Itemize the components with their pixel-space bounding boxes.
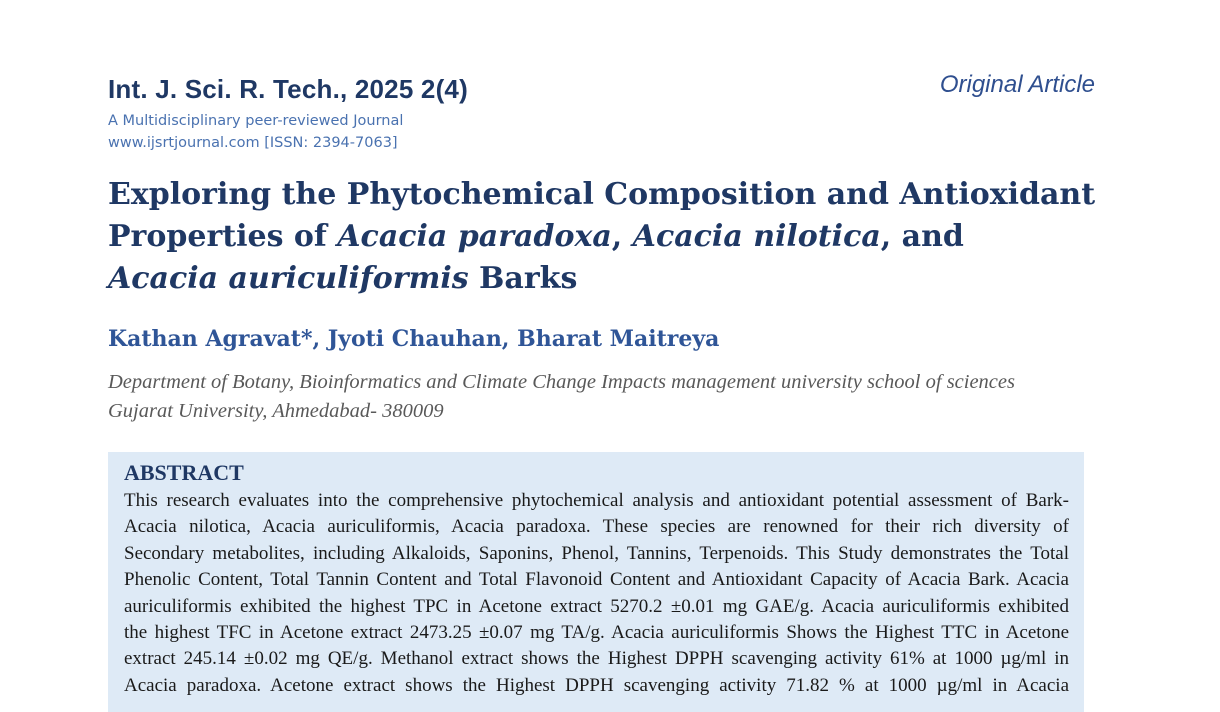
abstract-line: auriculiformis exhibited the highest TPC in Acetone extract 5270.2 ±0.01 mg GAE/g. Acacia auriculiformis exhibited	[124, 595, 1069, 617]
affiliation-line-1: Department of Botany, Bioinformatics and Climate Change Impacts management university school of sciences	[108, 371, 1015, 393]
species-name: Acacia auriculiformis	[108, 261, 469, 296]
title-line-1: Exploring the Phytochemical Composition and Antioxidant	[108, 177, 1096, 212]
abstract-line: Phenolic Content, Total Tannin Content and Total Flavonoid Content and Antioxidant Capacity of Acacia Bark. Acacia	[124, 569, 1069, 591]
species-name: Acacia paradoxa	[337, 219, 612, 254]
article-type-label: Original Article	[939, 71, 1095, 98]
abstract-line: extract 245.14 ±0.02 mg QE/g. Methanol extract shows the Highest DPPH scavenging activity 61% at 1000 µg/ml in	[124, 648, 1069, 670]
journal-title: Int. J. Sci. R. Tech., 2025 2(4)	[108, 74, 468, 104]
affiliation-line-2: Gujarat University, Ahmedabad- 380009	[108, 400, 444, 422]
abstract-body	[124, 488, 1069, 699]
abstract-line: Secondary metabolites, including Alkaloids, Saponins, Phenol, Tannins, Terpenoids. This Study demonstrates the Total	[124, 542, 1069, 564]
abstract-line: Acacia nilotica, Acacia auriculiformis, Acacia paradoxa. These species are renowned for their rich diversity of	[124, 516, 1069, 538]
title-text: , and	[880, 219, 964, 254]
journal-tagline: A Multidisciplinary peer-reviewed Journal	[108, 113, 404, 129]
title-text: ,	[611, 219, 633, 254]
species-name: Acacia nilotica	[632, 219, 881, 254]
title-text: Properties of	[108, 219, 338, 254]
abstract-heading: ABSTRACT	[124, 460, 244, 485]
author-list: Kathan Agravat*, Jyoti Chauhan, Bharat Maitreya	[108, 326, 720, 352]
paper-title	[108, 174, 1118, 300]
title-line-3	[108, 258, 1118, 300]
abstract-box	[108, 452, 1084, 712]
abstract-line: Acacia paradoxa. Acetone extract shows the Highest DPPH scavenging activity 71.82 % at 1000 µg/ml in Acacia	[124, 674, 1069, 696]
abstract-line: This research evaluates into the comprehensive phytochemical analysis and antioxidant potential assessment of Bark-	[124, 490, 1069, 511]
journal-website-issn: www.ijsrtjournal.com [ISSN: 2394-7063]	[108, 135, 398, 151]
title-line-2	[108, 216, 1118, 258]
title-text: Barks	[468, 261, 578, 296]
affiliation	[108, 368, 1015, 426]
abstract-line: the highest TFC in Acetone extract 2473.25 ±0.07 mg TA/g. Acacia auriculiformis Shows the Highest TTC in Acetone	[124, 621, 1069, 643]
